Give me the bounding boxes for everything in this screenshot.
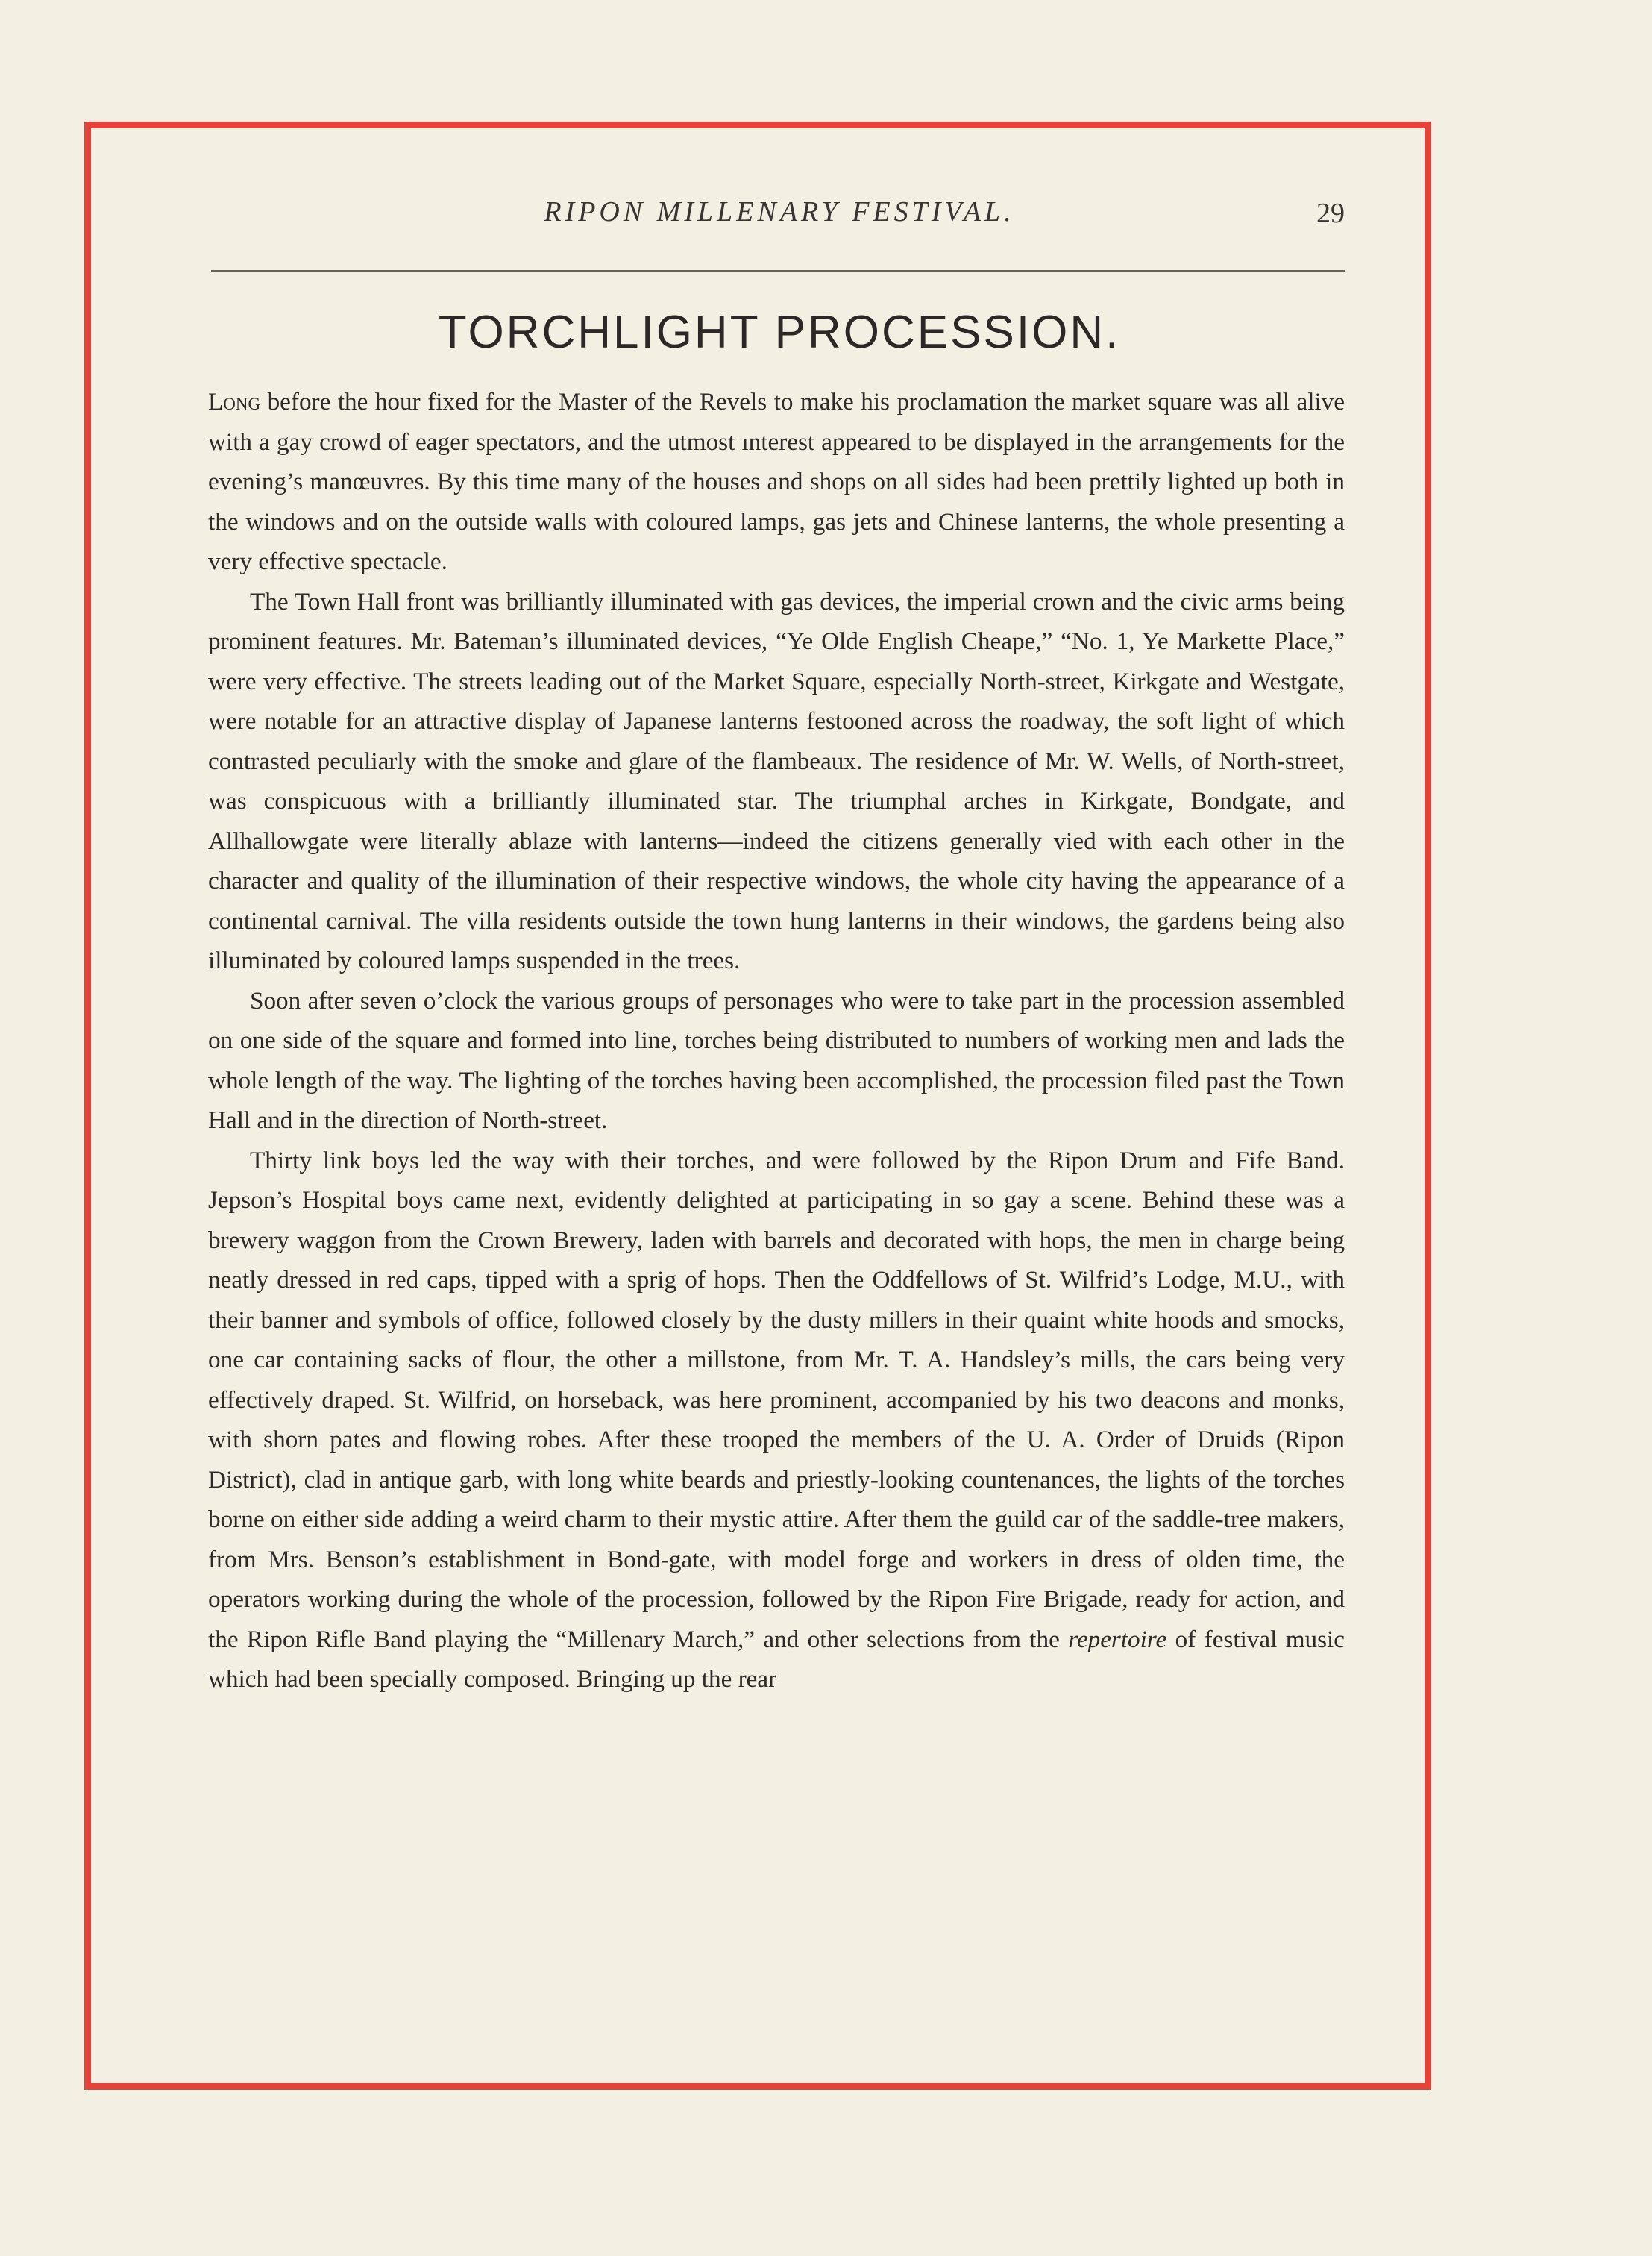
running-title: RIPON MILLENARY FESTIVAL. bbox=[544, 196, 1015, 228]
paragraph-3: Soon after seven o’clock the various groups of personages who were to take part in the procession assembled on one side of the square and formed into line, torches being distributed to numbers of working men and lads the whole length of the way. The lighting of the torches having been accomplished, the procession filed past the Town Hall and in the direction of North-street. bbox=[208, 986, 1345, 1134]
paragraph-4-ending: of festival music which had been specially composed. Bringing up the rear bbox=[208, 1625, 1345, 1693]
paragraph-1-text: before the hour fixed for the Master of the Revels to make his proclamation the market square was all alive with a gay crowd of eager spectators, and the utmost ınterest appeared to be displayed in the arrangements for the evening’s manœuvres. By this time many of the houses and shops on all sides had been prettily lighted up both in the windows and on the outside walls with coloured lamps, gas jets and Chinese lanterns, the whole presenting a very effective spectacle. bbox=[208, 388, 1345, 575]
paragraph-1-lead: Long bbox=[208, 388, 261, 416]
chapter-title: TORCHLIGHT PROCESSION. bbox=[438, 307, 1121, 358]
page-number: 29 bbox=[1316, 198, 1345, 229]
paragraph-2: The Town Hall front was brilliantly illuminated with gas devices, the imperial crown and the civic arms being prominent features. Mr. Bateman’s illuminated devices, “Ye Olde English Cheape,” “No. 1, Ye Markette Place,” were very effective. The streets leading out of the Market Square, especially North-street, Kirkgate and Westgate, were notable for an attractive display of Japanese lanterns festooned across the roadway, the soft light of which contrasted peculiarly with the smoke and glare of the flambeaux. The residence of Mr. W. Wells, of North-street, was conspicuous with a brilliantly illuminated star. The triumphal arches in Kirkgate, Bondgate, and Allhallowgate were literally ablaze with lanterns—indeed the citizens generally vied with each other in the character and quality of the illumination of their respective windows, the whole city having the appearance of a continental carnival. The villa residents outside the town hung lanterns in their windows, the gardens being also illuminated by coloured lamps suspended in the trees. bbox=[208, 587, 1345, 974]
running-head bbox=[211, 195, 1348, 240]
paragraph-4-italic: repertoire bbox=[1068, 1625, 1167, 1653]
body-text bbox=[208, 382, 1345, 1699]
paragraph-1 bbox=[208, 382, 1345, 582]
paragraph-4-text: Thirty link boys led the way with their torches, and were followed by the Ripon Drum and Fife Band. Jepson’s Hospital boys came next, evidently delighted at participating in so gay a scene. Behind these was a brewery waggon from the Crown Brewery, laden with barrels and decorated with hops, the men in charge being neatly dressed in red caps, tipped with a sprig of hops. Then the Oddfellows of St. Wilfrid’s Lodge, M.U., with their banner and symbols of office, followed closely by the dusty millers in their quaint white hoods and smocks, one car containing sacks of flour, the other a millstone, from Mr. T. A. Handsley’s mills, the cars being very effectively draped. St. Wilfrid, on horseback, was here prominent, accompanied by his two deacons and monks, with shorn pates and flowing robes. After these trooped the members of the U. A. Order of Druids (Ripon District), clad in antique garb, with long white beards and priestly-looking countenances, the lights of the torches borne on either side adding a weird charm to their mystic attire. After them the guild car of the saddle-tree makers, from Mrs. Benson’s establishment in Bond-gate, with model forge and workers in dress of olden time, the operators working during the whole of the procession, followed by the Ripon Fire Brigade, ready for action, and the Ripon Rifle Band playing the “Millenary March,” and other selections from the bbox=[208, 1146, 1345, 1653]
header-rule bbox=[211, 270, 1345, 272]
paragraph-4 bbox=[208, 1141, 1345, 1699]
